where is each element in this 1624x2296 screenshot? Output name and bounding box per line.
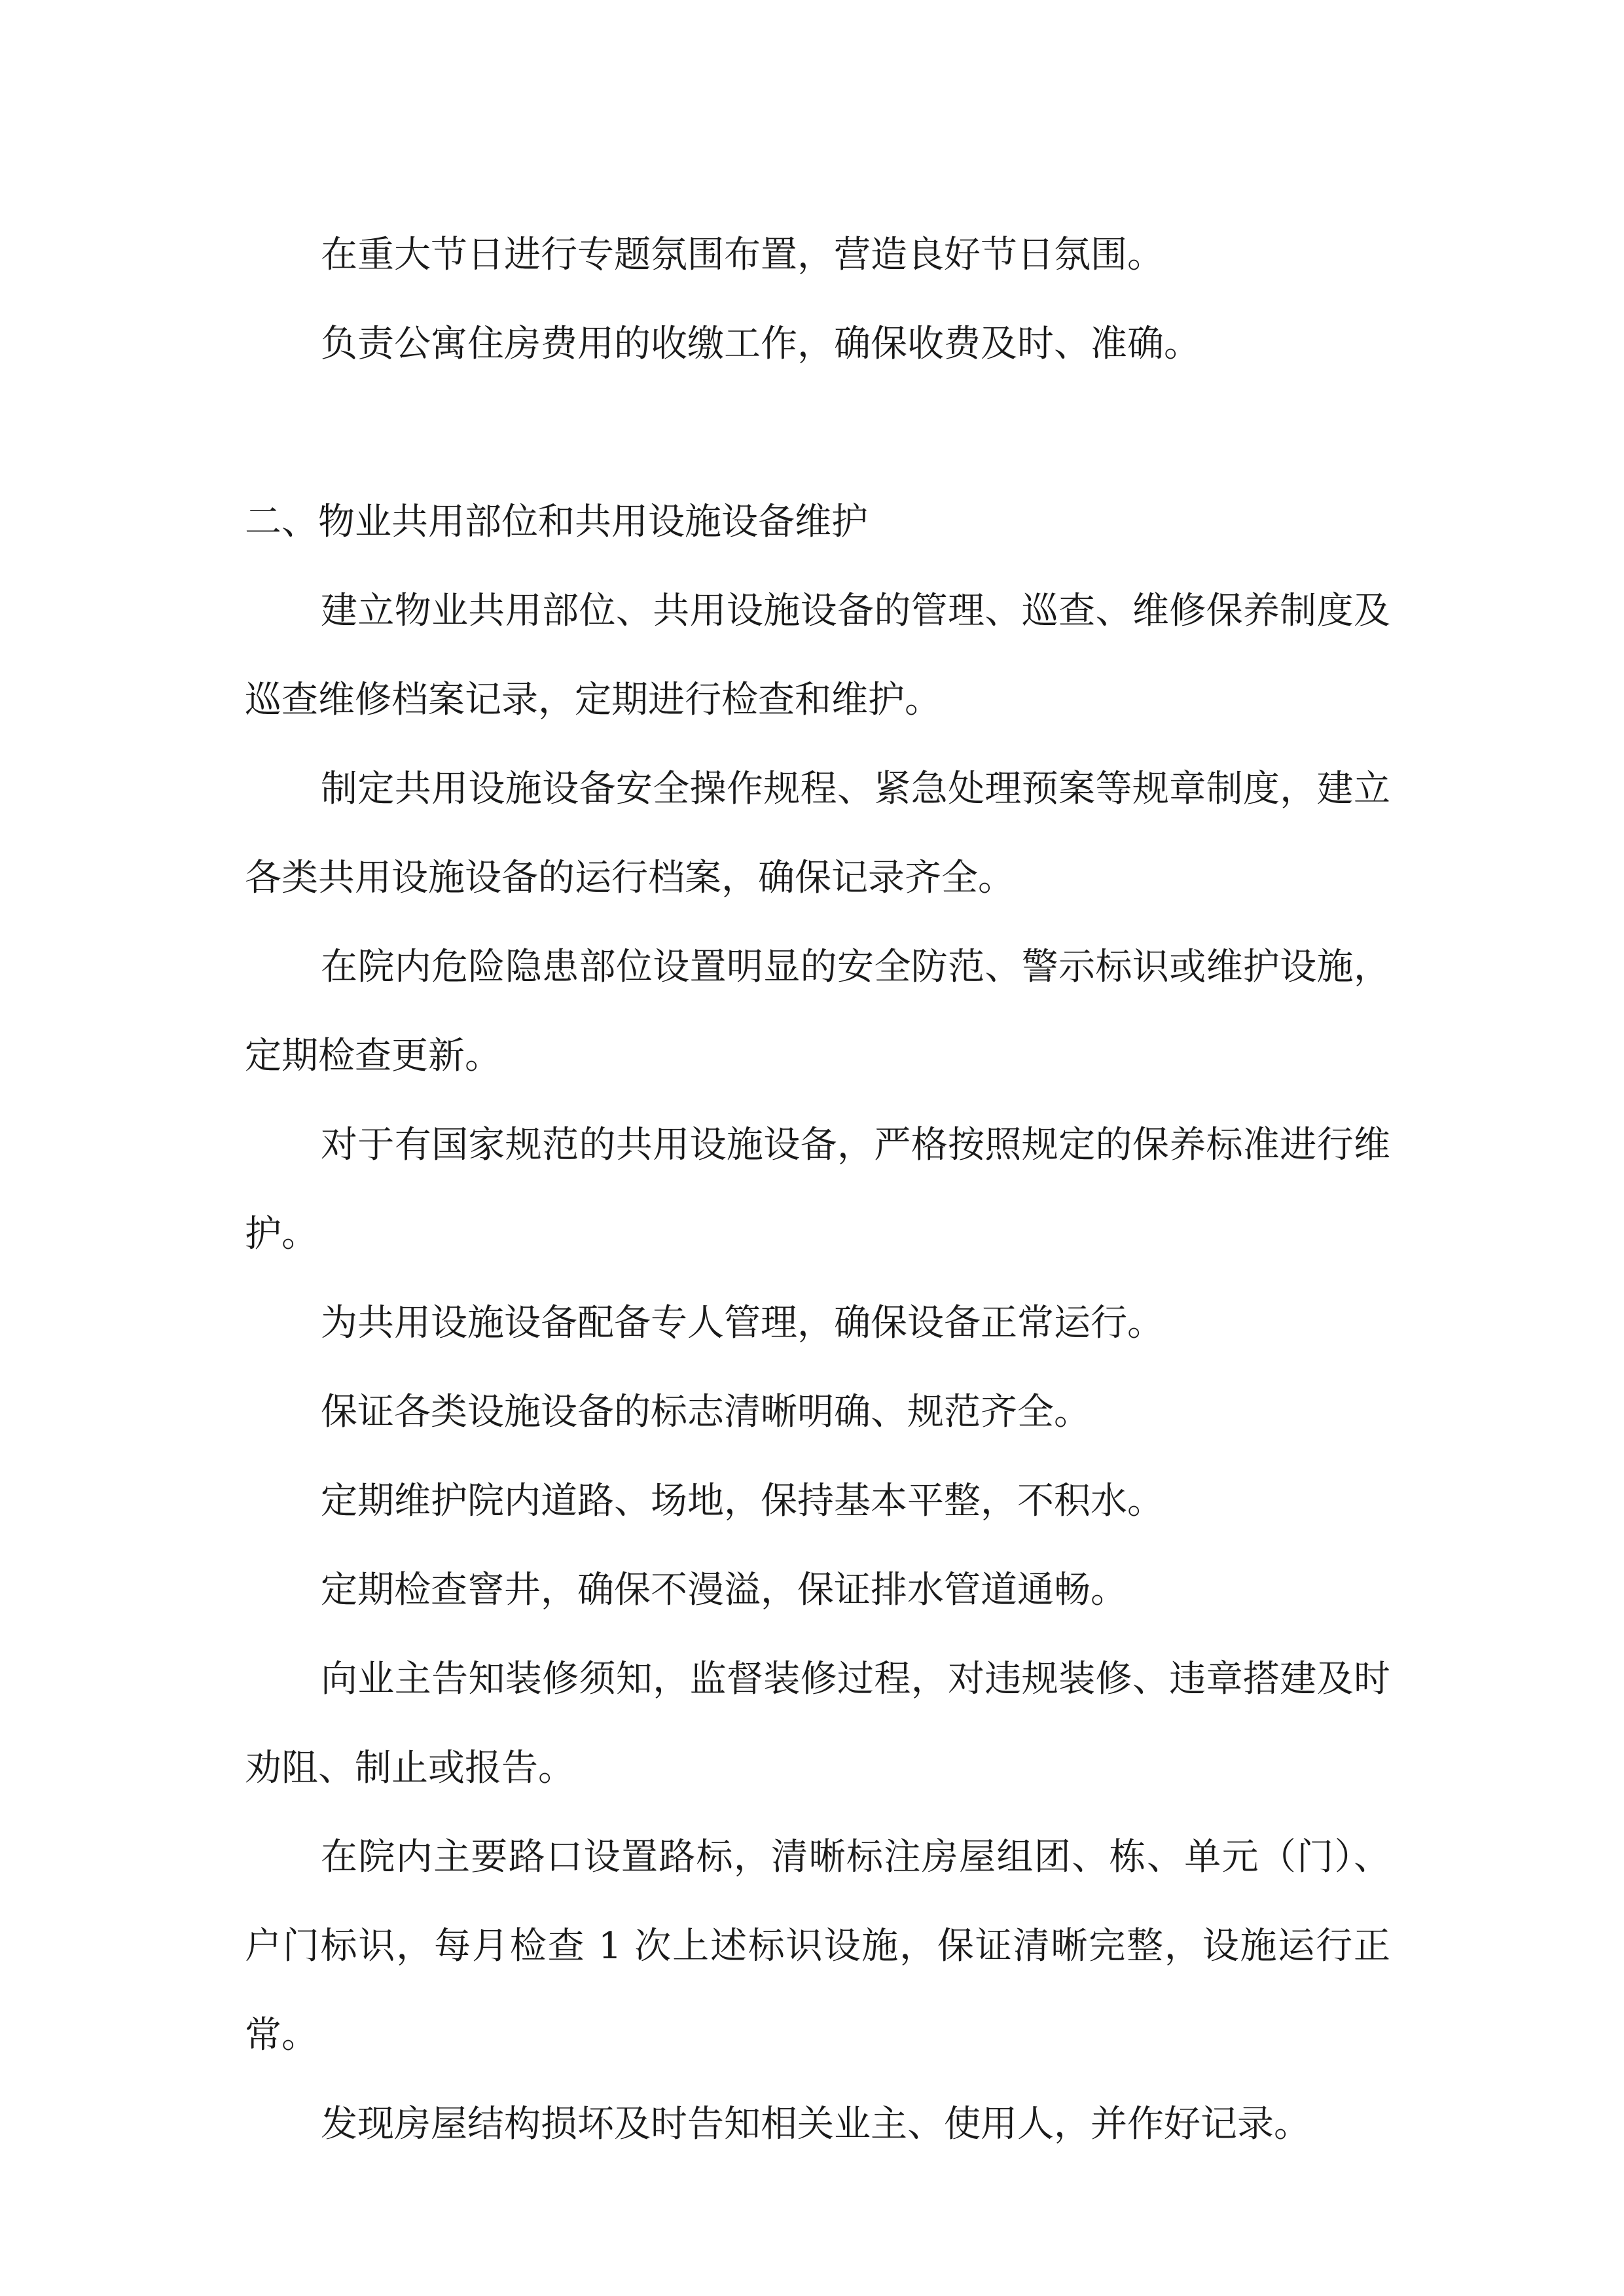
paragraph-fee-collection: 负责公寓住房费用的收缴工作，确保收费及时、准确。	[321, 323, 1200, 365]
paragraph-equipment-labels: 保证各类设施设备的标志清晰明确、规范齐全。	[321, 1391, 1091, 1433]
paragraph-road-signs: 在院内主要路口设置路标，清晰标注房屋组团、栋、单元（门）、户门标识，每月检查 1 次上述标识设施，保证清晰完整，设施运行正常。	[245, 1836, 1390, 2056]
paragraph-dedicated-staff: 为共用设施设备配备专人管理，确保设备正常运行。	[321, 1302, 1164, 1344]
paragraph-road-maintenance: 定期维护院内道路、场地，保持基本平整，不积水。	[321, 1480, 1164, 1522]
paragraph-hazard-signs: 在院内危险隐患部位设置明显的安全防范、警示标识或维护设施，定期检查更新。	[245, 946, 1390, 1077]
section-heading: 二、物业共用部位和共用设施设备维护	[245, 501, 868, 543]
paragraph-renovation-supervision: 向业主告知装修须知，监督装修过程，对违规装修、违章搭建及时劝阻、制止或报告。	[245, 1658, 1390, 1789]
paragraph-national-standards: 对于有国家规范的共用设施设备，严格按照规定的保养标准进行维护。	[245, 1124, 1390, 1255]
paragraph-manhole-inspection: 定期检查窨井，确保不漫溢，保证排水管道通畅。	[321, 1569, 1127, 1611]
document-body	[245, 211, 1390, 2169]
paragraph-structural-damage: 发现房屋结构损坏及时告知相关业主、使用人，并作好记录。	[321, 2103, 1310, 2145]
paragraph-safety-procedures: 制定共用设施设备安全操作规程、紧急处理预案等规章制度，建立各类共用设施设备的运行档案，确保记录齐全。	[245, 768, 1390, 899]
paragraph-festival-decoration: 在重大节日进行专题氛围布置，营造良好节日氛围。	[321, 234, 1164, 276]
paragraph-inspection-system: 建立物业共用部位、共用设施设备的管理、巡查、维修保养制度及巡查维修档案记录，定期进行检查和维护。	[245, 590, 1390, 721]
